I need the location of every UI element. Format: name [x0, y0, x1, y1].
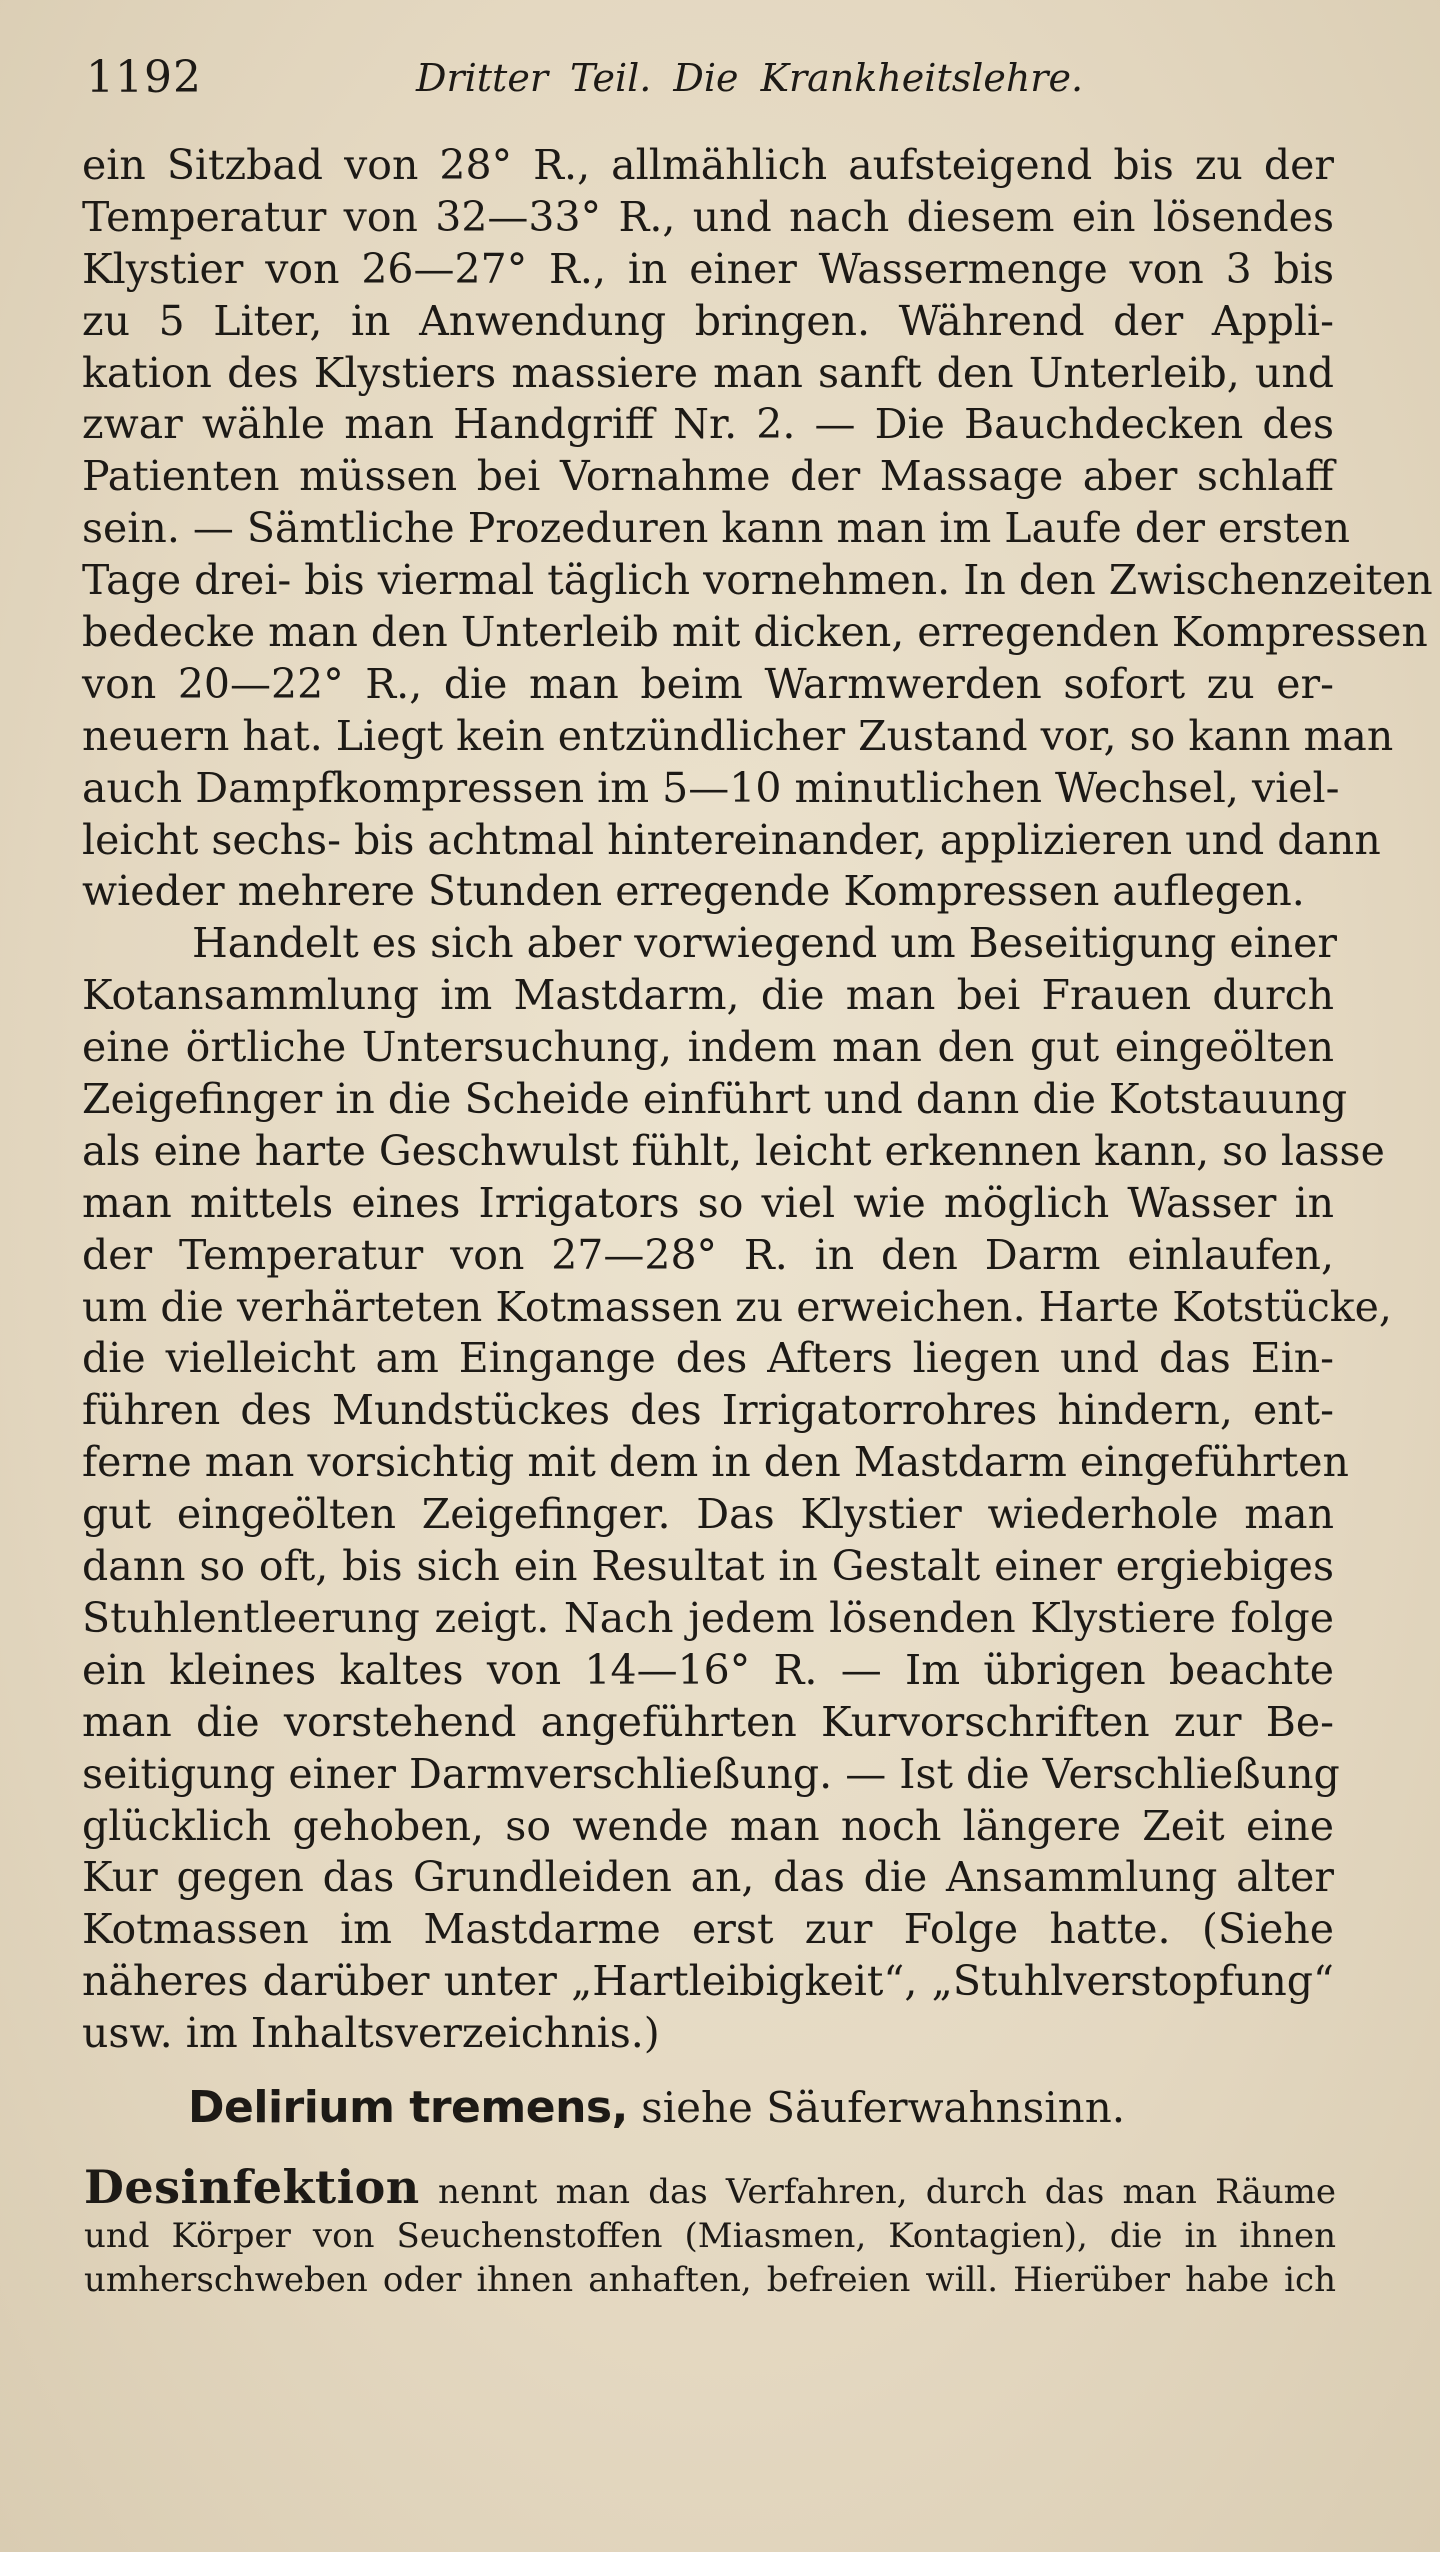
entry-first-line [84, 2160, 1336, 2214]
text-line: neuern hat. Liegt kein entzündlicher Zustand vor, so kann man [82, 711, 1394, 760]
text-line: man mittels eines Irrigators so viel wie möglich Wasser in [82, 1178, 1334, 1227]
text-line: ein Sitzbad von 28° R., allmählich aufsteigend bis zu der [82, 141, 1334, 189]
text-line: Stuhlentleerung zeigt. Nach jedem lösenden Klystiere folge [82, 1593, 1334, 1642]
running-head: Dritter Teil. Die Krankheitslehre. [416, 56, 1084, 100]
text-line: wieder mehrere Stunden erregende Kompressen auflegen. [82, 867, 1305, 916]
text-line: Kotmassen im Mastdarme erst zur Folge hatte. (Siehe [82, 1905, 1334, 1954]
text-line: dann so oft, bis sich ein Resultat in Gestalt einer ergiebiges [82, 1542, 1334, 1591]
text-line: und Körper von Seuchenstoffen (Miasmen, Kontagien), die in ihnen [84, 2216, 1336, 2256]
text-line: Zeigefinger in die Scheide einführt und dann die Kotstauung [82, 1075, 1348, 1124]
entry-headword: Desinfektion [84, 2160, 420, 2214]
main-text [82, 140, 1433, 2060]
text-line: die vielleicht am Eingange des Afters liegen und das Ein- [82, 1334, 1334, 1383]
text-line: Patienten müssen bei Vornahme der Massage aber schlaff [82, 452, 1334, 501]
text-line: Kur gegen das Grundleiden an, das die Ansammlung alter [82, 1853, 1334, 1902]
text-line: von 20—22° R., die man beim Warmwerden sofort zu er- [82, 659, 1334, 708]
text-line: bedecke man den Unterleib mit dicken, erregenden Kompressen [82, 608, 1428, 657]
text-line: leicht sechs- bis achtmal hintereinander, applizieren und dann [82, 815, 1381, 864]
text-line: auch Dampfkompressen im 5—10 minutlichen Wechsel, viel- [82, 763, 1340, 812]
entry-desinfektion [84, 2160, 1336, 2302]
text-line: um die verhärteten Kotmassen zu erweichen. Harte Kotstücke, [82, 1282, 1392, 1331]
text-line: seitigung einer Darmverschließung. — Ist die Verschließung [82, 1749, 1340, 1798]
text-line: zwar wähle man Handgriff Nr. 2. — Die Bauchdecken des [82, 400, 1334, 449]
text-line: usw. im Inhaltsverzeichnis.) [82, 2009, 660, 2058]
text-line: Klystier von 26—27° R., in einer Wassermenge von 3 bis [82, 244, 1334, 293]
text-line: umherschweben oder ihnen anhaften, befreien will. Hierüber habe ich [84, 2260, 1336, 2300]
text-line: näheres darüber unter „Hartleibigkeit“, „Stuhlverstopfung“ [82, 1957, 1334, 2006]
text-line: ferne man vorsichtig mit dem in den Mastdarm eingeführten [82, 1438, 1349, 1487]
text-line: als eine harte Geschwulst fühlt, leicht erkennen kann, so lasse [82, 1126, 1385, 1175]
entry-cross-reference: siehe Säuferwahnsinn. [641, 2083, 1126, 2132]
entry-delirium-tremens [188, 2078, 1125, 2138]
text-line: der Temperatur von 27—28° R. in den Darm einlaufen, [82, 1230, 1334, 1279]
text-line: eine örtliche Untersuchung, indem man den gut eingeölten [82, 1023, 1334, 1072]
text-line: ein kleines kaltes von 14—16° R. — Im übrigen beachte [82, 1645, 1334, 1694]
page-header [86, 52, 1354, 112]
text-line: sein. — Sämtliche Prozeduren kann man im Laufe der ersten [82, 504, 1351, 553]
text-line: Kotansammlung im Mastdarm, die man bei Frauen durch [82, 971, 1334, 1020]
text-line: kation des Klystiers massiere man sanft den Unterleib, und [82, 348, 1334, 397]
text-line: zu 5 Liter, in Anwendung bringen. Während der Appli- [82, 296, 1334, 345]
entry-headword: Delirium tremens, [188, 2082, 628, 2133]
text-line: man die vorstehend angeführten Kurvorschriften zur Be- [82, 1697, 1334, 1746]
text-line: führen des Mundstückes des Irrigatorrohres hindern, ent- [82, 1386, 1334, 1435]
page-number: 1192 [86, 52, 202, 103]
text-line: Handelt es sich aber vorwiegend um Beseitigung einer [192, 919, 1338, 968]
text-line: Temperatur von 32—33° R., und nach diesem ein lösendes [82, 192, 1334, 241]
entry-text: nennt man das Verfahren, durch das man Räume [437, 2172, 1336, 2212]
text-line: glücklich gehoben, so wende man noch längere Zeit eine [82, 1801, 1334, 1850]
text-line: gut eingeölten Zeigefinger. Das Klystier wiederhole man [82, 1490, 1334, 1539]
text-line: Tage drei- bis viermal täglich vornehmen. In den Zwischenzeiten [82, 556, 1433, 605]
